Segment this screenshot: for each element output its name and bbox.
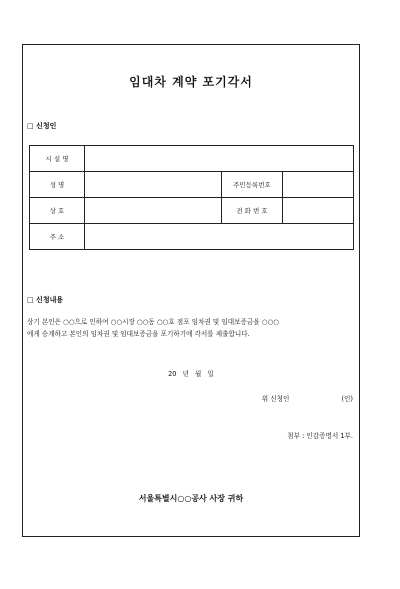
addressee: 서울특별시○○공사 사장 귀하 [138,494,244,503]
section-applicant-heading: □ 신청인 [27,122,57,130]
date-line: 20 년 월 일 [168,370,214,378]
statement-line-1: 상기 본인은 ○○으로 인하여 ○○시장 ○○동 ○○호 점포 임차권 및 임대보증금을 ○○○ [27,318,279,326]
address-field[interactable] [85,224,354,250]
applicant-info-table [29,145,354,250]
resident-number-field[interactable] [283,172,354,198]
person-name-label: 성 명 [30,172,85,198]
section-content-heading: □ 신청내용 [27,296,64,304]
phone-number-field[interactable] [283,198,354,224]
business-name-label: 상 호 [30,198,85,224]
table-row [30,198,354,224]
facility-name-label: 시 설 명 [30,146,85,172]
statement-paragraph [27,316,355,340]
attachment-note: 첨부 : 인감증명서 1부. [287,432,353,440]
statement-line-2: 에게 승계하고 본인의 임차권 및 임대보증금을 포기하기에 각서를 제출합니다. [27,330,250,338]
table-row [30,224,354,250]
business-name-field[interactable] [85,198,222,224]
table-row [30,172,354,198]
person-name-field[interactable] [85,172,222,198]
table-row [30,146,354,172]
facility-name-field[interactable] [85,146,354,172]
document-page [22,44,360,537]
document-title: 임대차 계약 포기각서 [129,75,253,89]
applicant-label: 위 신청인 [261,395,290,403]
address-label: 주 소 [30,224,85,250]
resident-number-label: 주민등록번호 [222,172,283,198]
seal-mark: (인) [341,395,353,403]
phone-number-label: 전 화 번 호 [222,198,283,224]
applicant-signature-line [262,393,353,403]
